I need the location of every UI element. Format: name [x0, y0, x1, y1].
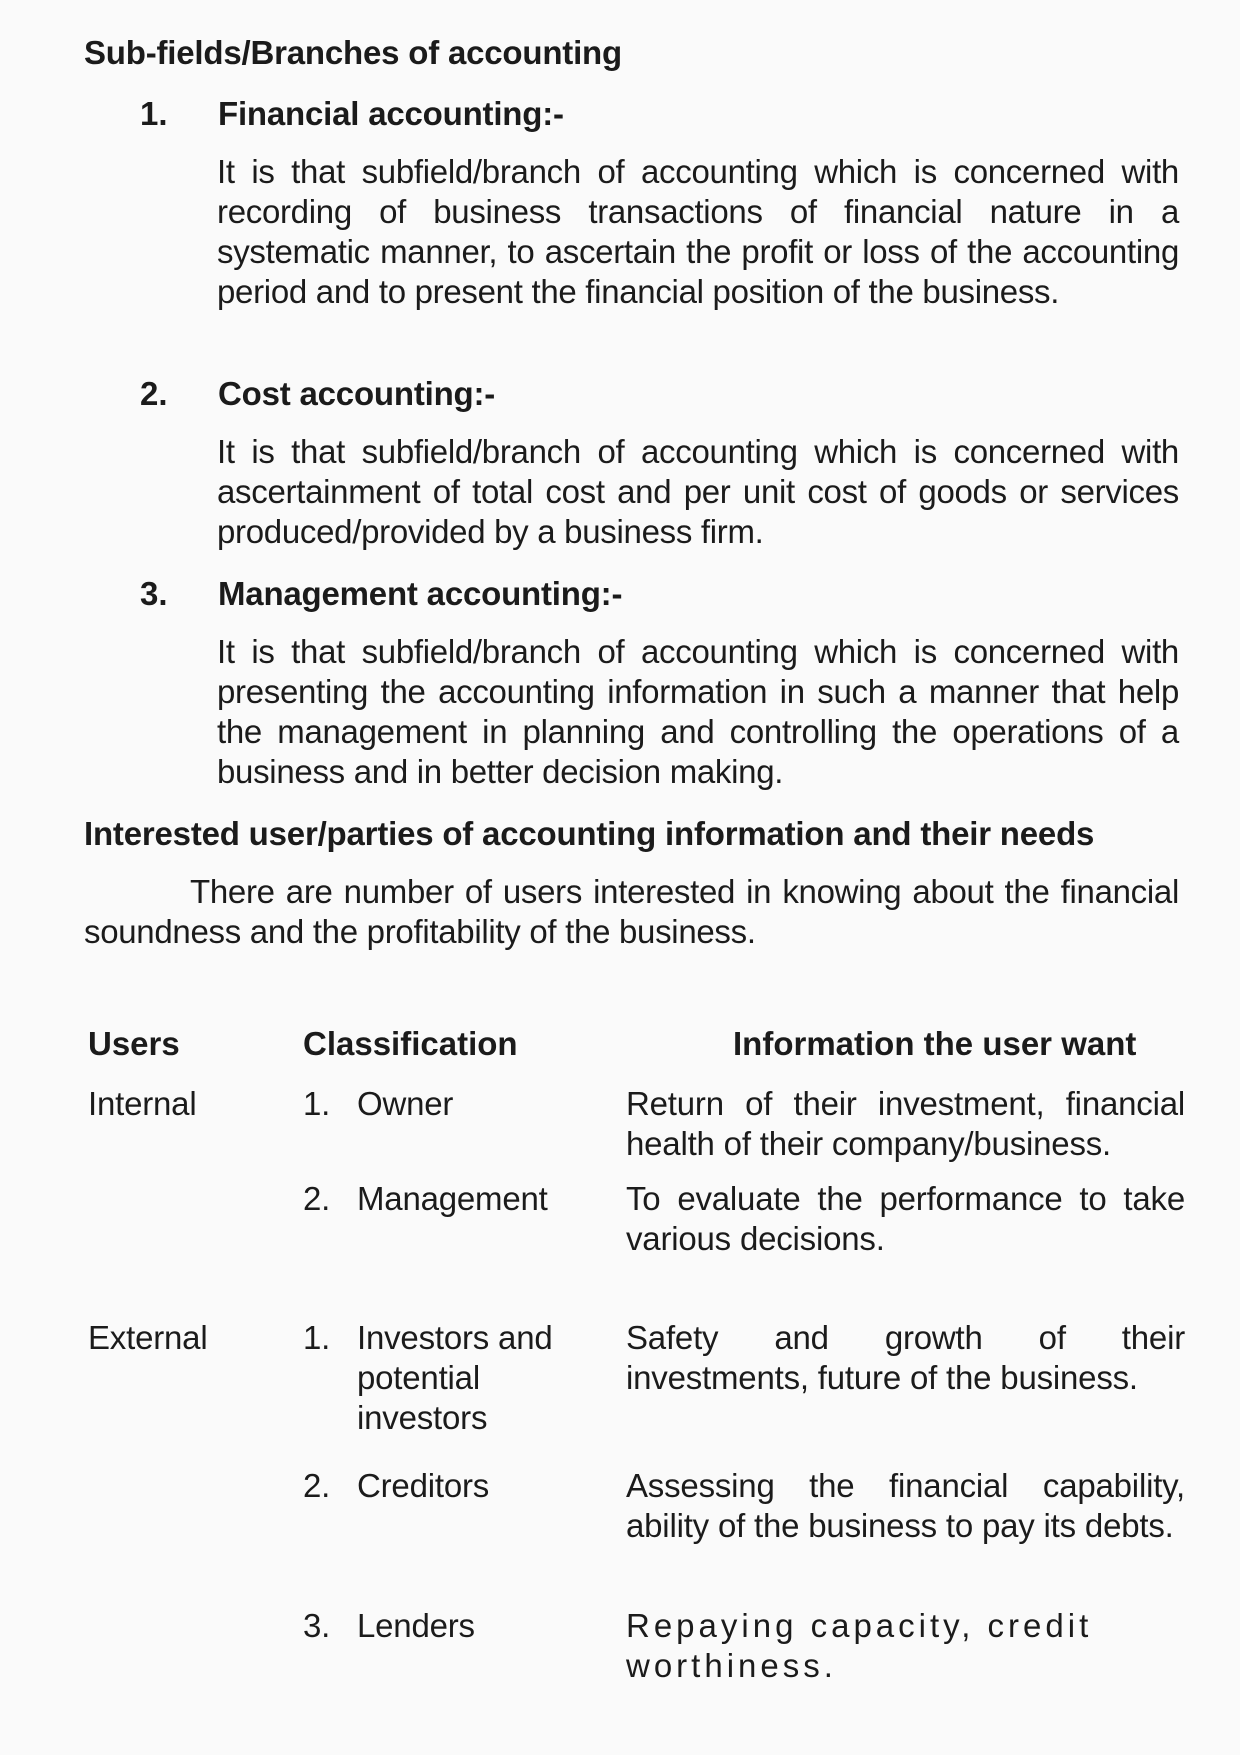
branch-text-management: It is that subfield/branch of accounting which is concerned with presenting the accounting information in such a manner that help the management in planning and controlling the operations of a business and in better decision making. [217, 633, 1179, 790]
classification-number: 3. [303, 1607, 331, 1644]
table-header-users: Users [88, 1025, 180, 1062]
info-lenders: Repaying capacity, credit worthiness. [626, 1607, 1093, 1684]
classification-investors: Investors and potential investors [357, 1319, 553, 1436]
user-group-external: External [88, 1319, 208, 1356]
info-creditors: Assessing the financial capability, ability of the business to pay its debts. [626, 1467, 1185, 1544]
branch-title-financial: Financial accounting:- [218, 95, 564, 132]
classification-number: 1. [303, 1085, 331, 1122]
classification-management: Management [357, 1180, 548, 1217]
classification-number: 2. [303, 1467, 331, 1504]
branch-number: 1. [140, 95, 168, 132]
section-heading-branches: Sub-fields/Branches of accounting [84, 34, 622, 71]
classification-creditors: Creditors [357, 1467, 490, 1504]
info-management: To evaluate the performance to take various decisions. [626, 1180, 1185, 1257]
classification-number: 1. [303, 1319, 331, 1356]
section-heading-users: Interested user/parties of accounting information and their needs [84, 815, 1095, 852]
branch-number: 2. [140, 375, 168, 412]
branch-text-cost: It is that subfield/branch of accounting which is concerned with ascertainment of total cost and per unit cost of goods or services produced/provided by a business firm. [217, 433, 1179, 550]
intro-paragraph: There are number of users interested in knowing about the financial soundness and the profitability of the business. [84, 873, 1179, 950]
classification-lenders: Lenders [357, 1607, 475, 1644]
branch-title-cost: Cost accounting:- [218, 375, 496, 412]
branch-text-financial: It is that subfield/branch of accounting which is concerned with recording of business transactions of financial nature in a systematic manner, to ascertain the profit or loss of the accounting period and to present the financial position of the business. [217, 153, 1179, 310]
user-group-internal: Internal [88, 1085, 197, 1122]
info-investors: Safety and growth of their investments, future of the business. [626, 1319, 1185, 1396]
table-header-information: Information the user want [733, 1025, 1137, 1062]
classification-number: 2. [303, 1180, 331, 1217]
table-header-classification: Classification [303, 1025, 518, 1062]
info-owner: Return of their investment, financial health of their company/business. [626, 1085, 1185, 1162]
branch-number: 3. [140, 575, 168, 612]
classification-owner: Owner [357, 1085, 454, 1122]
branch-title-management: Management accounting:- [218, 575, 623, 612]
